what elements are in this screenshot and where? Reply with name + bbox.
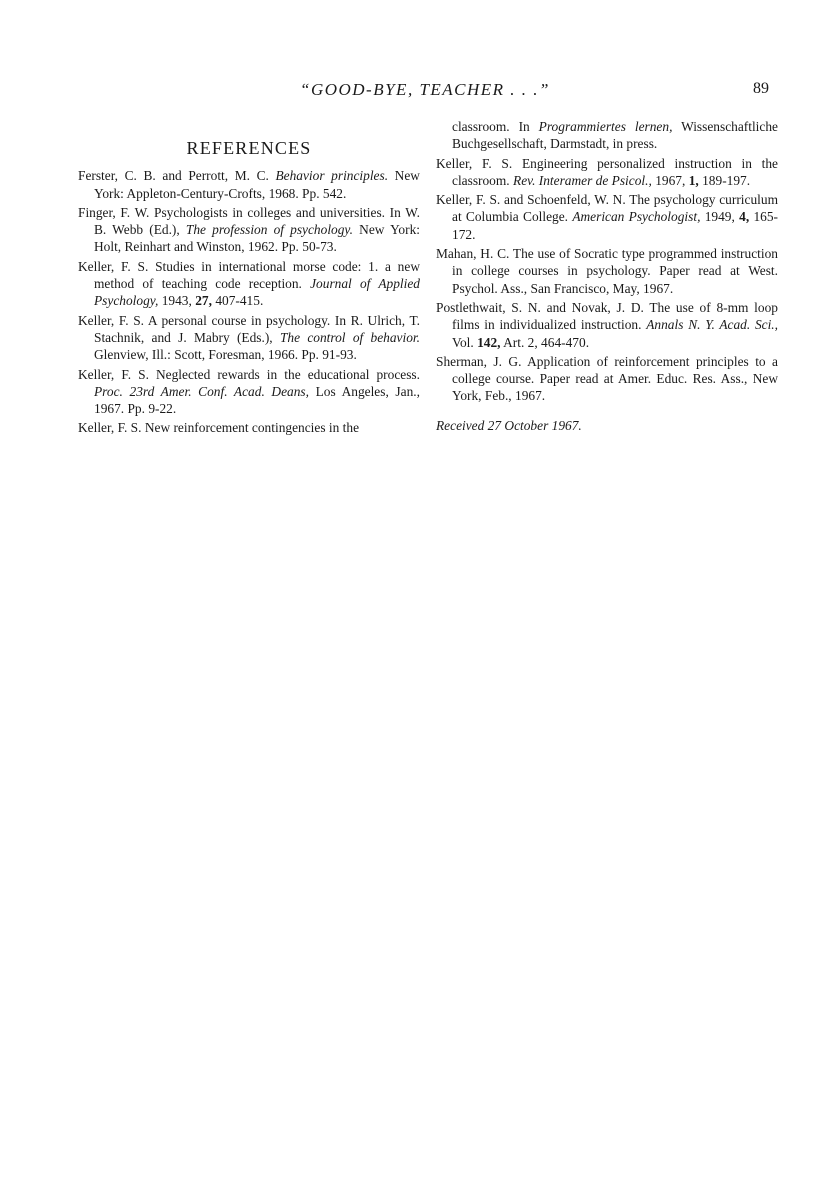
- reference-item: Postlethwait, S. N. and Novak, J. D. The use of 8-mm loop films in individualized instruction. Annals N. Y. Acad. Sci., Vol. 142, Art. 2, 464-470.: [436, 299, 778, 350]
- reference-item: Mahan, H. C. The use of Socratic type programmed instruction in college courses in psychology. Paper read at West. Psychol. Ass., San Francisco, May, 1967.: [436, 246, 778, 296]
- reference-item: Finger, F. W. Psychologists in colleges and universities. In W. B. Webb (Ed.), The profession of psychology. New York: Holt, Reinhart and Winston, 1962. Pp. 50-73.: [78, 204, 420, 255]
- reference-item: Ferster, C. B. and Perrott, M. C. Behavior principles. New York: Appleton-Century-Crofts, 1968. Pp. 542.: [78, 168, 420, 201]
- reference-item: Keller, F. S. Neglected rewards in the educational process. Proc. 23rd Amer. Conf. Acad. Deans, Los Angeles, Jan., 1967. Pp. 9-22.: [78, 366, 420, 417]
- reference-item: Keller, F. S. New reinforcement contingencies in the: [78, 420, 360, 436]
- reference-item: Keller, F. S. Studies in international morse code: 1. a new method of teaching code reception. Journal of Applied Psychology, 1943, 27, 407-415.: [78, 258, 420, 309]
- received-date: Received 27 October 1967.: [436, 417, 582, 433]
- reference-item: Keller, F. S. and Schoenfeld, W. N. The psychology curriculum at Columbia College. American Psychologist, 1949, 4, 165-172.: [436, 192, 778, 242]
- section-title: REFERENCES: [186, 138, 312, 158]
- left-column: [78, 118, 420, 439]
- right-column: [436, 118, 778, 434]
- reference-item: Sherman, J. G. Application of reinforcement principles to a college course. Paper read at Amer. Educ. Res. Ass., New York, Feb., 1967.: [436, 353, 778, 404]
- reference-item: Keller, F. S. A personal course in psychology. In R. Ulrich, T. Stachnik, and J. Mabry (Eds.), The control of behavior. Glenview, Ill.: Scott, Foresman, 1966. Pp. 91-93.: [78, 312, 421, 363]
- running-head: “GOOD-BYE, TEACHER . . .”: [300, 80, 551, 99]
- page-number: 89: [753, 80, 769, 97]
- reference-item: Keller, F. S. Engineering personalized instruction in the classroom. Rev. Interamer de Psicol., 1967, 1, 189-197.: [436, 155, 778, 188]
- reference-item-continued: classroom. In Programmiertes lernen, Wissenschaftliche Buchgesellschaft, Darmstadt, in press.: [452, 119, 778, 152]
